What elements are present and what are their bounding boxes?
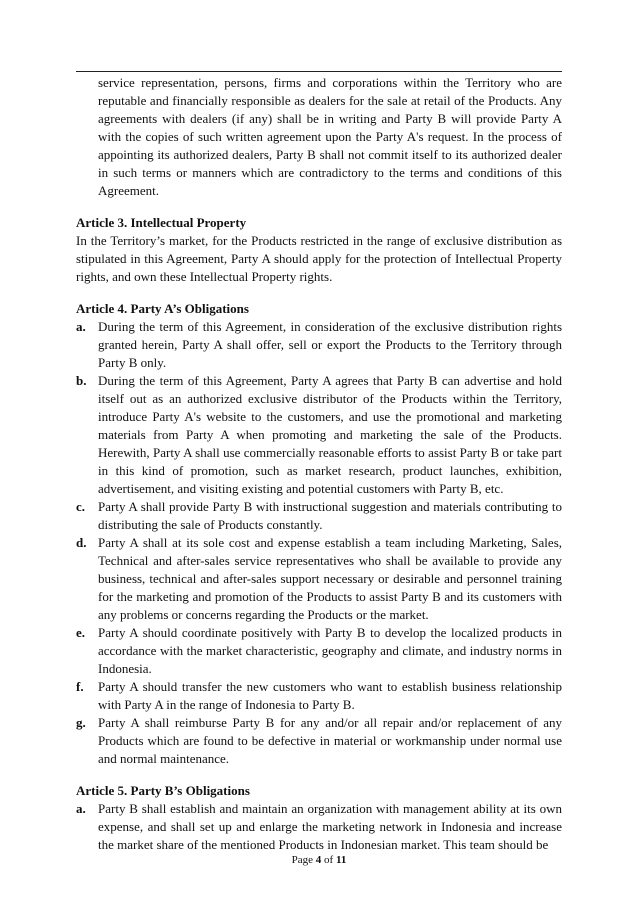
- list-item: g. Party A shall reimburse Party B for any and/or all repair and/or replacement of any Products which are found to be defective in material or workmanship under normal use and normal maintenance.: [76, 715, 562, 766]
- document-body: [76, 74, 562, 854]
- article-5-list: [76, 800, 562, 854]
- list-item: f. Party A should transfer the new customers who want to establish business relationship with Party A in the range of Indonesia to Party B.: [76, 679, 562, 712]
- list-item: e. Party A should coordinate positively with Party B to develop the localized products in accordance with the market characteristic, geography and climate, and industry norms in Indonesia.: [76, 625, 562, 676]
- header-rule: [76, 71, 562, 72]
- page-number: Page 4 of 11: [291, 854, 347, 866]
- continuation-paragraph: service representation, persons, firms and corporations within the Territory who are reputable and financially responsible as dealers for the sale at retail of the Products. Any agreements with dealers (if any) shall be in writing and Party B will provide Party A with the copies of such written agreement upon the Party A's request. In the process of appointing its authorized dealers, Party B shall not commit itself to its authorized dealer in such terms or manners which are contradictory to the terms and conditions of this Agreement.: [98, 75, 562, 198]
- article-3-heading: Article 3. Intellectual Property: [76, 215, 247, 230]
- list-item: a. Party B shall establish and maintain an organization with management ability at its own expense, and shall set up and enlarge the marketing network in Indonesia and increase the market share of the mentioned Products in Indonesian market. This team should be: [76, 801, 562, 852]
- article-4-heading: Article 4. Party A’s Obligations: [76, 301, 249, 316]
- list-item: b. During the term of this Agreement, Party A agrees that Party B can advertise and hold itself out as an authorized exclusive distributor of the Products within the Territory, introduce Party A's website to the customers, and use the promotional and marketing materials from Party A when promoting and marketing the sale of the Products. Herewith, Party A shall use commercially reasonable efforts to assist Party B or take part in this kind of promotion, such as market research, product launches, exhibition, advertisement, and visiting existing and potential customers with Party B, etc.: [76, 373, 562, 496]
- list-item: d. Party A shall at its sole cost and expense establish a team including Marketing, Sales, Technical and after-sales service representatives who shall be available to provide any business, technical and after-sales support necessary or desirable and personnel training for the marketing and promotion of the Products to assist Party B and its customers with any problems or concerns regarding the Products or the market.: [76, 535, 562, 622]
- article-5-heading: Article 5. Party B’s Obligations: [76, 783, 250, 798]
- list-item: c. Party A shall provide Party B with instructional suggestion and materials contributing to distributing the sale of Products constantly.: [76, 499, 562, 532]
- article-3-text: In the Territory’s market, for the Products restricted in the range of exclusive distribution as stipulated in this Agreement, Party A should apply for the protection of Intellectual Property rights, and own these Intellectual Property rights.: [76, 233, 562, 284]
- article-4-list: [76, 318, 562, 768]
- list-item: a. During the term of this Agreement, in consideration of the exclusive distribution rights granted herein, Party A shall offer, sell or export the Products to the Territory through Party B only.: [76, 319, 562, 370]
